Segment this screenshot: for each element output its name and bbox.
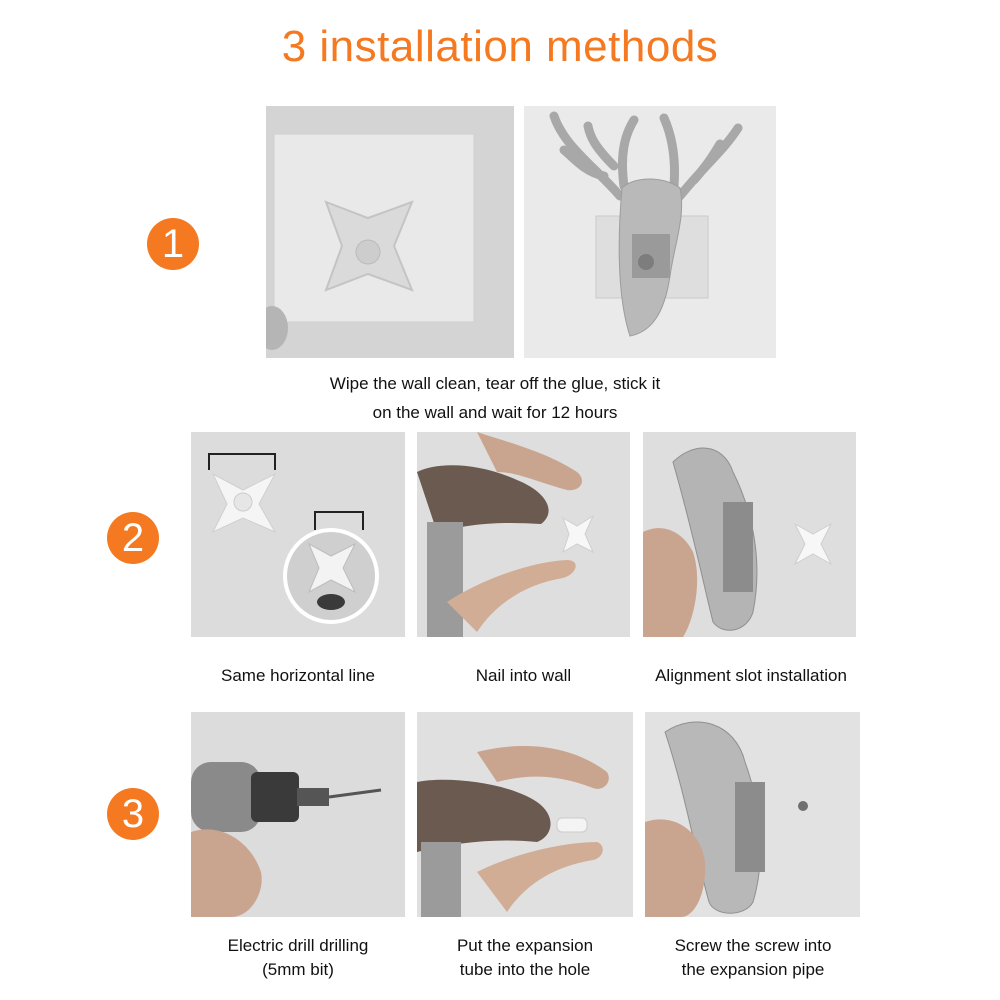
caption-line: the expansion pipe [681, 960, 825, 979]
hook-slot-align-photo [643, 432, 856, 637]
adhesive-sticker-photo [266, 106, 514, 358]
caption-line: Electric drill drilling [227, 936, 369, 955]
antler-hook-mounted-photo [524, 106, 776, 358]
caption-line: Wipe the wall clean, tear off the glue, stick it [329, 374, 661, 393]
step-badge-2: 2 [107, 512, 159, 564]
screw-hook-photo [645, 712, 860, 917]
step-badge-3: 3 [107, 788, 159, 840]
caption-line: on the wall and wait for 12 hours [372, 403, 618, 422]
caption-line: (5mm bit) [262, 960, 334, 979]
method-1-caption [250, 369, 740, 427]
step-badge-1: 1 [147, 218, 199, 270]
method-2-step-1-caption [191, 664, 405, 688]
method-2-step-2-caption [417, 664, 630, 688]
star-mount-alignment-photo [191, 432, 405, 637]
method-3-step-1-caption [191, 934, 405, 982]
caption-line: tube into the hole [459, 960, 591, 979]
caption-line: Screw the screw into [674, 936, 832, 955]
drill-photo [191, 712, 405, 917]
page-title: 3 installation methods [281, 22, 719, 71]
method-3-step-3-caption [637, 934, 869, 982]
caption-line: Put the expansion [456, 936, 594, 955]
caption-line: Alignment slot installation [655, 666, 847, 685]
hammer-nail-photo [417, 432, 630, 637]
caption-line: Same horizontal line [220, 666, 376, 685]
method-2-step-3-caption [633, 664, 869, 688]
expansion-tube-photo [417, 712, 633, 917]
method-3-step-2-caption [412, 934, 638, 982]
caption-line: Nail into wall [475, 666, 572, 685]
